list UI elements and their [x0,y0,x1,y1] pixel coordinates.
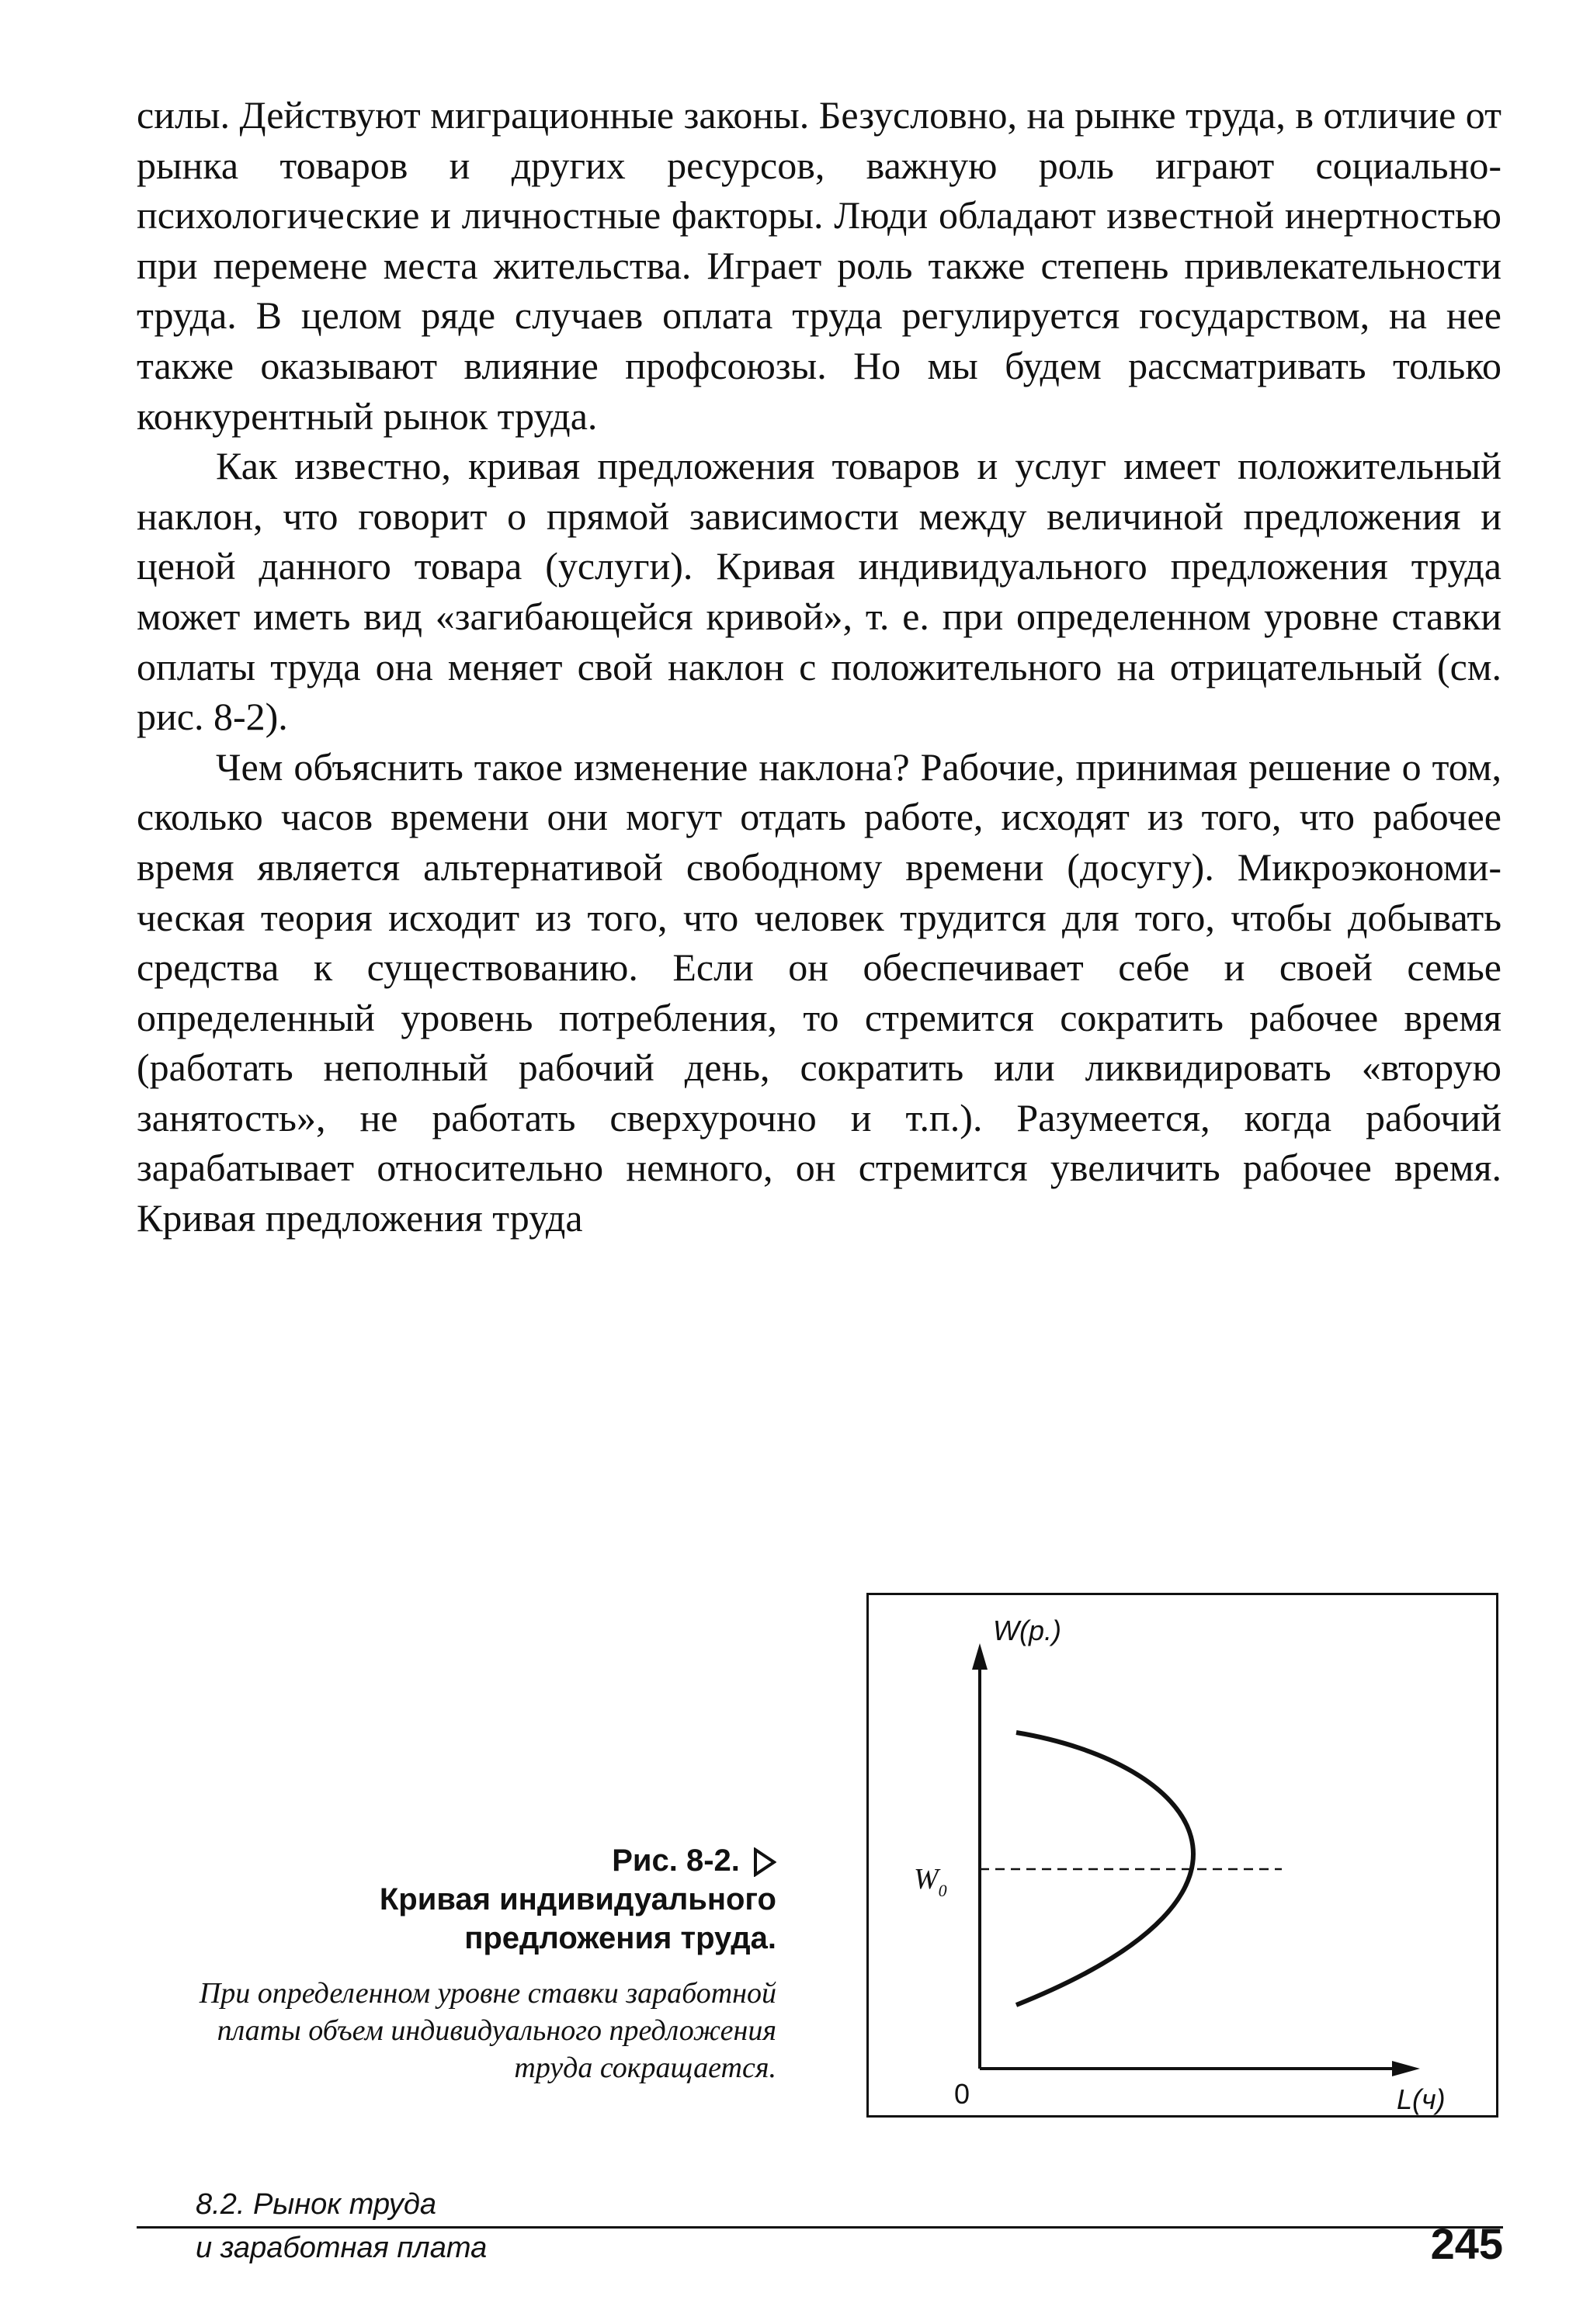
footer-divider [137,2226,1503,2229]
figure-description: При определенном уровне ставки заработной платы объем индивидуального предложения труда сокращается. [199,1977,776,2084]
figure-title-line-1: Кривая индивидуального [379,1882,776,1916]
figure-caption [137,1841,776,2086]
y-axis-label: W(р.) [993,1615,1061,1646]
x-axis-label: L(ч) [1397,2083,1446,2115]
y-axis-arrow-icon [972,1643,988,1670]
triangle-pointer-icon [753,1847,776,1877]
figure-number: Рис. 8-2. [612,1844,740,1878]
figure-number-line [137,1841,776,1880]
w0-subscript: 0 [938,1881,947,1900]
paragraph-1: силы. Действуют миграционные законы. Безусловно, на рынке труда, в отличие от рынка товаров и других ресурсов, важную роль играют социально-психологические и личностные факторы. Люди обладают известной инертностью при перемене места жительства. Играет роль также степень привлекательности труда. В целом ряде случаев оплата труда регулируется государством, на нее также оказывают влияние профсоюзы. Но мы будем рассматривать только конкурентный рынок труда. [137,93,1501,438]
labor-supply-diagram [869,1595,1496,2115]
section-title-line-1: 8.2. Рынок труда [196,2188,437,2221]
x-axis-arrow-icon [1392,2061,1420,2076]
figure-title-line-2: предложения труда. [464,1921,776,1955]
section-title-line-2: и заработная плата [196,2232,488,2264]
w0-label [914,1863,947,1900]
body-text [137,90,1501,1244]
labor-supply-figure [866,1593,1498,2118]
origin-label: 0 [954,2078,970,2110]
paragraph-2: Как известно, кривая предложения товаров и услуг имеет положительный наклон, что говорит о прямой зависимости между величиной предложения и ценой данного товара (услуги). Кривая индивидуального предложения труда может иметь вид «загибающейся кривой», т. е. при определенном уровне ставки оплаты труда она меняет свой наклон с положительного на отрицательный (см. рис. 8-2). [137,444,1501,739]
page-number: 245 [1430,2219,1503,2268]
w0-letter: W [914,1863,939,1896]
paragraph-3: Чем объяснить такое изменение наклона? Рабочие, принимая решение о том, сколько часов времени они могут отдать работе, исходят из того, что рабочее время является альтернативой свободному времени (досугу). Микроэкономическая теория исходит из того, что человек трудится для того, чтобы добывать средства к существованию. Если он обеспечивает себе и своей семье определенный уровень потребления, то стремится сократить рабочее время (работать неполный рабочий день, сократить или ликвидировать «вторую занятость», не работать сверхурочно и т.п.). Разумеется, когда рабочий зарабатывает относительно немного, он стремится увеличить рабочее время. Кривая предложения труда [137,744,1501,1240]
